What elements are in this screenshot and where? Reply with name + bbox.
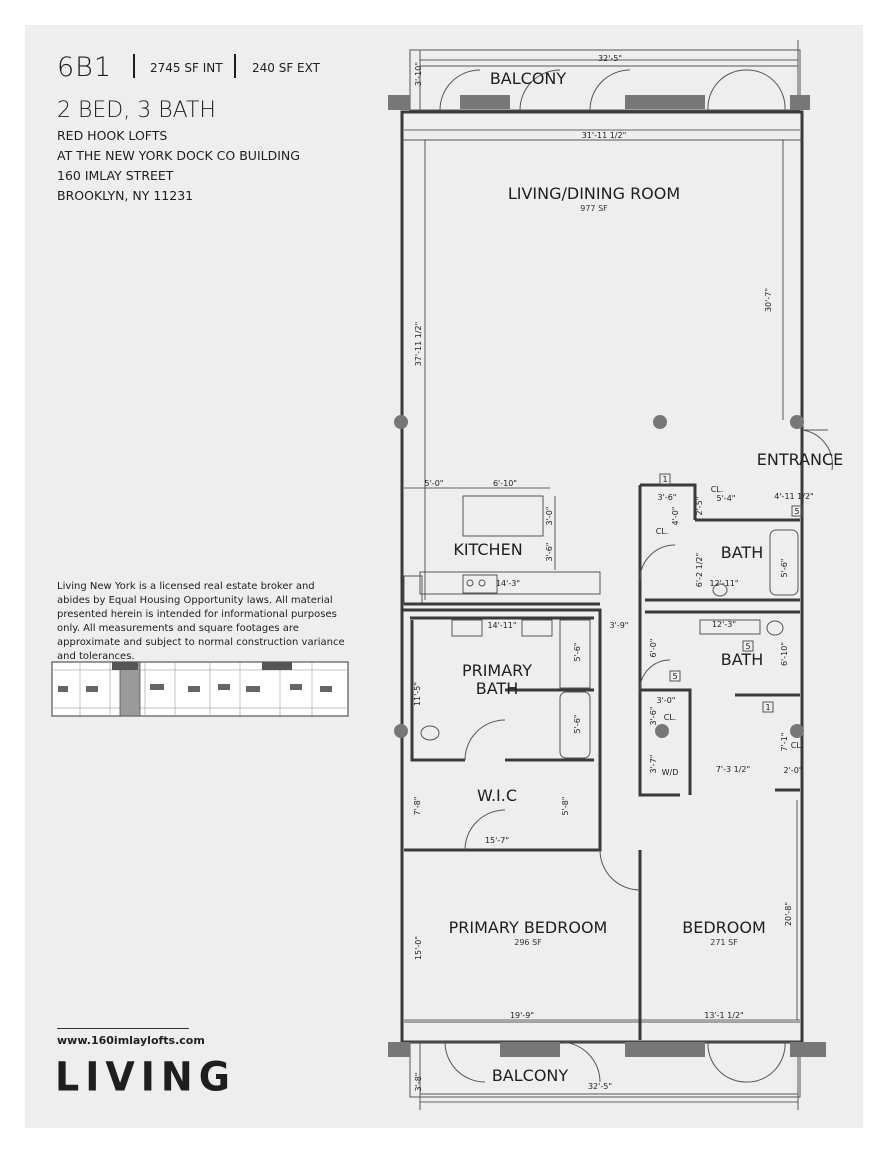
dim-bath-2-h: 6'-10" [780,641,789,667]
dim-bottom-balcony-depth: 3'-8" [414,1072,423,1092]
tag: 1 [662,475,668,484]
washer-dryer-label: W/D [661,768,679,777]
balcony-top [388,40,810,110]
beds-baths: 2 BED, 3 BATH [57,98,216,123]
dim-bedroom-w: 13'-1 1/2" [704,1011,744,1020]
room-label-primary-bath-1: PRIMARY [461,661,533,680]
dim-top-balcony-depth: 3'-10" [414,61,423,87]
dim-hall-2-w: 7'-3 1/2" [715,765,751,774]
dim-closet-1-w: 3'-6" [657,493,677,502]
closet-label: CL. [790,741,804,750]
dim-wic-w: 15'-7" [484,836,510,845]
room-label-kitchen: KITCHEN [453,540,523,559]
closet-label: CL. [710,485,724,494]
dim-bottom-width: 32'-5" [587,1082,613,1091]
tag: 1 [765,703,771,712]
room-label-balcony-bottom: BALCONY [491,1066,569,1085]
dim-washer-dryer-h: 3'-7" [649,754,658,774]
unit-number: 6B1 [57,52,113,83]
dim-closet-5-w: 2'-0" [783,766,803,775]
room-label-entrance: ENTRANCE [756,450,844,469]
tag: 5 [794,507,800,516]
dim-primary-bath-h2: 5'-6" [573,714,582,734]
address-line: RED HOOK LOFTS [57,128,168,143]
balcony-bottom [388,1042,826,1110]
room-label-bath-2: BATH [720,650,764,669]
room-label-bath-1: BATH [720,543,764,562]
room-label-primary-bath-2: BATH [475,679,519,698]
dim-bath-2-w: 12'-3" [711,620,737,629]
dim-kitchen-counter: 14'-3" [495,579,521,588]
website-url: www.160imlaylofts.com [57,1034,205,1047]
dim-living-height-left: 37'-11 1/2" [414,321,423,367]
dim-wic-left: 7'-8" [413,796,422,816]
room-label-primary-bedroom: PRIMARY BEDROOM [448,918,608,937]
room-label-living: LIVING/DINING ROOM [507,184,681,203]
dim-closet-2-w: 5'-4" [716,494,736,503]
dim-primary-bedroom-h: 15'-0" [414,935,423,961]
dim-primary-bath-w: 14'-11" [487,621,517,630]
exterior-sf: 240 SF EXT [252,61,320,75]
dim-closet-2-h: 2'-5" [695,496,704,516]
dim-closet-5-h: 7'-1" [780,732,789,752]
dim-primary-bath-h1: 5'-6" [573,642,582,662]
interior-sf: 2745 SF INT [150,61,223,75]
disclaimer: Living New York is a licensed real estate broker and abides by Equal Housing Opportunity laws. All material presented herein is intended for informational purposes only. All measurements and square footages are approximate and subject to normal construction variance and tolerances. [57,581,345,662]
room-sf-bedroom: 271 SF [710,938,738,947]
address-line: 160 IMLAY STREET [57,168,174,183]
dim-primary-bedroom-w: 19'-9" [509,1011,535,1020]
dim-island-depth: 3'-0" [545,506,554,526]
kitchen-island [463,496,543,536]
room-sf-living: 977 SF [580,204,608,213]
dim-living-height-right: 30'-7" [764,287,773,313]
dim-entry-w: 4'-11 1/2" [774,492,814,501]
dim-living-width: 31'-11 1/2" [581,131,627,140]
dim-closet-1-h: 4'-0" [671,506,680,526]
exterior-wall [402,112,802,1042]
room-label-bedroom: BEDROOM [682,918,766,937]
room-label-balcony-top: BALCONY [489,69,567,88]
tag: 5 [745,642,751,651]
dim-wic-right: 5'-8" [561,796,570,816]
dim-top-width: 32'-5" [597,54,623,63]
dim-closet-4-h: 3'-6" [649,706,658,726]
address-line: AT THE NEW YORK DOCK CO BUILDING [57,148,300,163]
room-sf-primary-bedroom: 296 SF [514,938,542,947]
dim-bedroom-h: 20'-8" [784,901,793,927]
dim-hall-h: 6'-2 1/2" [695,552,704,588]
closet-label: CL. [663,713,677,722]
dim-closet-4-w: 3'-0" [656,696,676,705]
room-label-wic: W.I.C [476,786,518,805]
tag: 5 [672,672,678,681]
dim-kitchen-b: 6'-10" [492,479,518,488]
dim-primary-bath-left: 11'-5" [413,681,422,707]
address-line: BROOKLYN, NY 11231 [57,188,194,203]
dim-bath-1-w: 12'-11" [709,579,739,588]
closet-label: CL. [655,527,669,536]
dim-closet-3-h: 6'-0" [649,638,658,658]
dim-kitchen-c: 3'-6" [545,542,554,562]
dim-kitchen-a: 5'-0" [424,479,444,488]
brand-logo: LIVING [55,1053,236,1101]
dim-bath-1-h: 5'-6" [780,558,789,578]
dim-hall-w: 3'-9" [609,621,629,630]
